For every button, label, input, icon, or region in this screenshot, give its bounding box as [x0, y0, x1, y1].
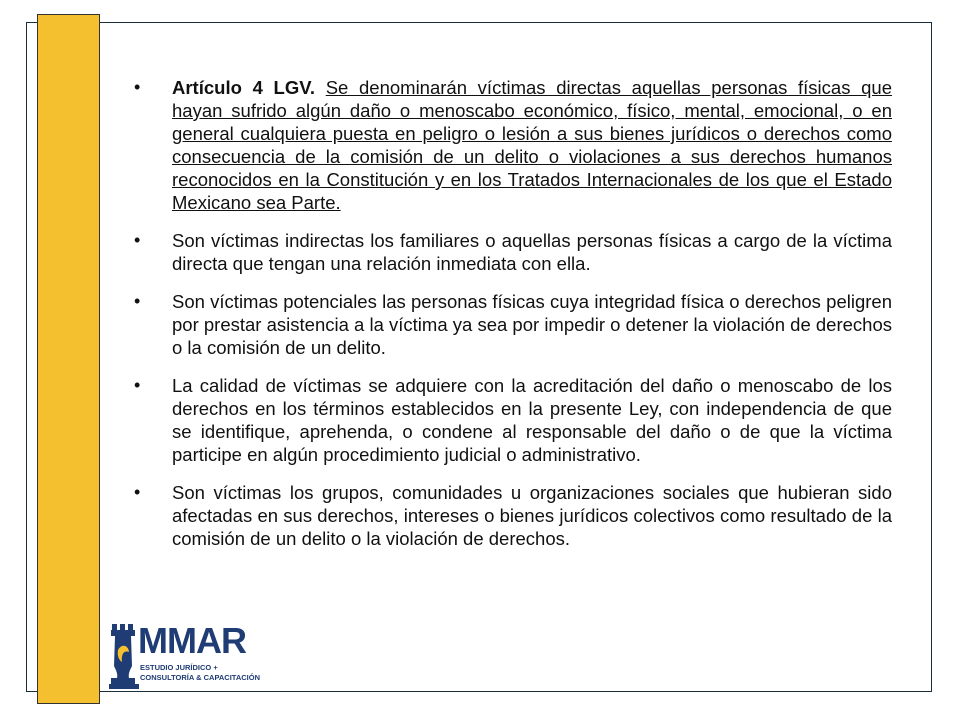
bullet-text: Son víctimas indirectas los familiares o aquellas personas físicas a cargo de la víctima directa que tengan una relación inmediata con ella.	[172, 230, 892, 274]
bullet-item-4	[134, 374, 892, 466]
bullet-text: Son víctimas los grupos, comunidades u organizaciones sociales que hubieran sido afectadas en sus derechos, intereses o bienes jurídicos colectivos como resultado de la comisión de un delito o la violación de derechos.	[172, 482, 892, 549]
bullet-icon: •	[134, 375, 141, 395]
logo-tagline-2: CONSULTORÍA & CAPACITACIÓN	[140, 673, 260, 682]
bullet-text: La calidad de víctimas se adquiere con la acreditación del daño o menoscabo de los derechos en los términos establecidos en la presente Ley, con independencia de que se identifique, aprehenda, o condene al responsable del daño o de que la víctima participe en algún procedimiento judicial o administrativo.	[172, 375, 892, 465]
accent-bar	[37, 14, 100, 704]
chess-rook-icon	[108, 622, 142, 690]
bullet-item-3	[134, 290, 892, 359]
slide-content	[134, 76, 892, 565]
bullet-item-5	[134, 481, 892, 550]
bullet-icon: •	[134, 482, 141, 502]
bullet-list	[134, 76, 892, 550]
company-logo	[108, 622, 260, 690]
bullet-icon: •	[134, 77, 141, 97]
logo-wordmark: MMAR	[138, 620, 246, 661]
bullet-icon: •	[134, 230, 141, 250]
bullet-text: Son víctimas potenciales las personas físicas cuya integridad física o derechos peligren por prestar asistencia a la víctima ya sea por impedir o detener la violación de derechos o la comisión de un delito.	[172, 291, 892, 358]
article-text: Se denominarán víctimas directas aquellas personas físicas que hayan sufrido algún daño o menoscabo económico, físico, mental, emocional, o en general cualquiera puesta en peligro o lesión a sus bienes jurídicos o derechos como consecuencia de la comisión de un delito o violaciones a sus derechos humanos reconocidos en la Constitución y en los Tratados Internacionales de los que el Estado Mexicano sea Parte.	[172, 77, 893, 213]
logo-tagline-1: ESTUDIO JURÍDICO +	[140, 663, 218, 672]
bullet-item-2	[134, 229, 892, 275]
bullet-icon: •	[134, 291, 141, 311]
article-reference: Artículo 4 LGV.	[172, 77, 316, 98]
bullet-item-1	[134, 76, 892, 214]
